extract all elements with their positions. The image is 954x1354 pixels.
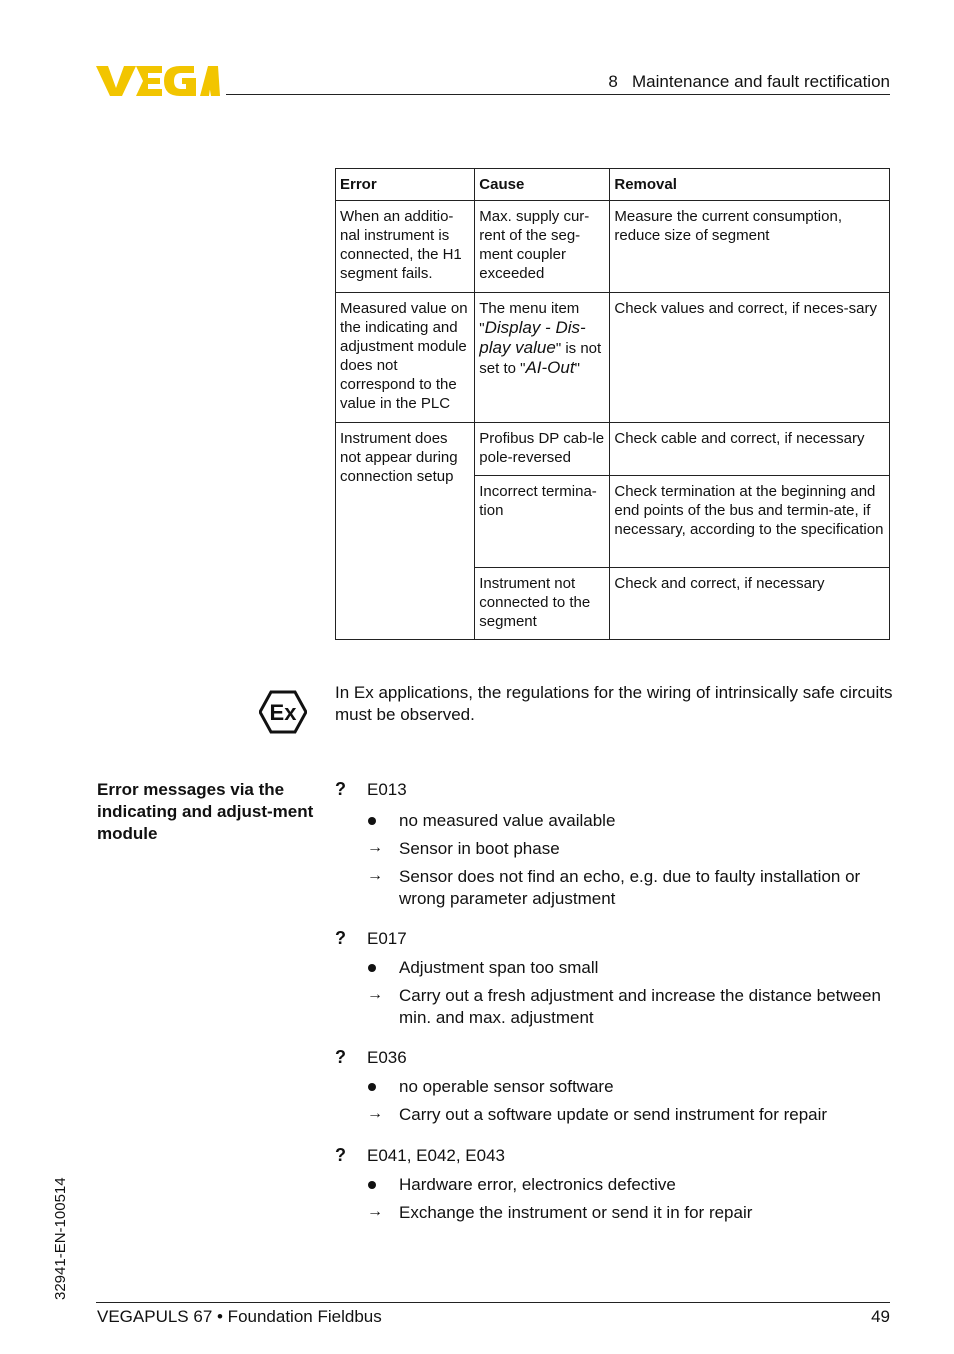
table-cell-cause: Incorrect termina-tion bbox=[475, 476, 610, 568]
error-code: E041, E042, E043 bbox=[367, 1146, 506, 1165]
error-code: E036 bbox=[367, 1048, 407, 1067]
cause-text: " is not set to " bbox=[479, 340, 602, 377]
table-cell-removal: Check and correct, if necessary bbox=[610, 568, 890, 640]
table-cell-cause: Instrument not connected to the segment bbox=[475, 568, 610, 640]
side-heading: Error messages via the indicating and adjust-ment module bbox=[97, 780, 314, 843]
header-rule bbox=[226, 94, 890, 95]
fault-text: Hardware error, electronics defective bbox=[399, 1175, 676, 1194]
question-marker: ? bbox=[335, 1047, 346, 1067]
arrow-right-icon: → bbox=[367, 1203, 383, 1220]
table-cell-removal: Measure the current consumption, reduce size of segment bbox=[610, 201, 890, 293]
arrow-right-icon: → bbox=[367, 986, 383, 1003]
table-header-cause: Cause bbox=[475, 169, 610, 201]
table-header-removal: Removal bbox=[610, 169, 890, 201]
fault-text: no measured value available bbox=[399, 811, 616, 830]
table-header-error: Error bbox=[336, 169, 475, 201]
error-code: E013 bbox=[367, 780, 407, 799]
table-cell-error: When an additio-nal instrument is connected, the H1 segment fails. bbox=[336, 201, 475, 293]
table-cell-error: Instrument does not appear during connection setup bbox=[336, 423, 475, 640]
table-cell-cause: Profibus DP cab-le pole-reversed bbox=[475, 423, 610, 476]
header-section-title: 8 Maintenance and fault rectification bbox=[608, 72, 890, 91]
table-cell-removal: Check values and correct, if neces-sary bbox=[610, 293, 890, 423]
menu-value-name: AI-Out bbox=[525, 358, 575, 377]
table-cell-cause: Max. supply cur-rent of the seg-ment coupler exceeded bbox=[475, 201, 610, 293]
error-code: E017 bbox=[367, 929, 407, 948]
table-row bbox=[336, 293, 890, 423]
svg-text:Ex: Ex bbox=[269, 700, 297, 725]
question-marker: ? bbox=[335, 1145, 346, 1165]
table-cell-cause bbox=[475, 293, 610, 423]
table-header-row bbox=[336, 169, 890, 201]
fault-table bbox=[335, 168, 890, 640]
fault-text: no operable sensor software bbox=[399, 1077, 614, 1096]
table-cell-error: Measured value on the indicating and adjustment module does not correspond to the value in the PLC bbox=[336, 293, 475, 423]
arrow-right-icon: → bbox=[367, 867, 383, 884]
vega-logo bbox=[96, 64, 220, 98]
page-number: 49 bbox=[871, 1307, 890, 1326]
bullet-icon bbox=[368, 964, 376, 972]
question-marker: ? bbox=[335, 928, 346, 948]
table-cell-removal: Check termination at the beginning and end points of the bus and termin-ate, if necessary, according to the specification bbox=[610, 476, 890, 568]
cause-text: " bbox=[574, 360, 580, 377]
footer-rule bbox=[96, 1302, 890, 1303]
remedy-text: Carry out a software update or send instrument for repair bbox=[399, 1105, 828, 1124]
menu-item-name: Display - Dis-play value bbox=[479, 318, 586, 357]
table-row bbox=[336, 423, 890, 476]
remedy-text: Carry out a fresh adjustment and increase the distance between min. and max. adjustment bbox=[399, 986, 881, 1027]
arrow-right-icon: → bbox=[367, 839, 383, 856]
table-row bbox=[336, 201, 890, 293]
ex-note-text: In Ex applications, the regulations for the wiring of intrinsically safe circuits must be observed. bbox=[335, 683, 893, 724]
bullet-icon bbox=[368, 817, 376, 825]
document-number: 32941-EN-100514 bbox=[52, 1177, 69, 1300]
bullet-icon bbox=[368, 1083, 376, 1091]
remedy-text: Exchange the instrument or send it in for repair bbox=[399, 1203, 753, 1222]
remedy-text: Sensor in boot phase bbox=[399, 839, 560, 858]
question-marker: ? bbox=[335, 779, 346, 799]
table-cell-removal: Check cable and correct, if necessary bbox=[610, 423, 890, 476]
arrow-right-icon: → bbox=[367, 1105, 383, 1122]
bullet-icon bbox=[368, 1181, 376, 1189]
footer-title: VEGAPULS 67 • Foundation Fieldbus bbox=[97, 1307, 382, 1326]
ex-hexagon-icon bbox=[259, 690, 307, 734]
remedy-text: Sensor does not find an echo, e.g. due to faulty installation or wrong parameter adjustment bbox=[399, 867, 861, 908]
fault-text: Adjustment span too small bbox=[399, 958, 599, 977]
cause-text: The menu item " bbox=[479, 300, 580, 337]
